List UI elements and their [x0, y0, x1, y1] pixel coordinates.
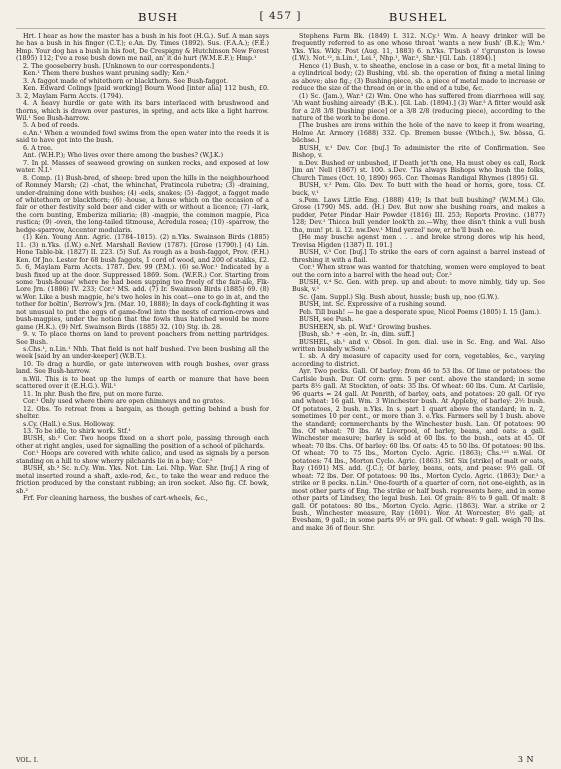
running-header [16, 10, 545, 26]
entry-paragraph: BUSHEL, sb.¹ and v. Obsol. In gen. dial. use in Sc. Eng. and Wal. Also written bushely w.Som.¹ [292, 338, 545, 354]
entry-paragraph: [Bush, sb.¹ + -een, Ir. -ín, dim. suff.] [299, 331, 415, 339]
header-right-word: BUSHEL [388, 10, 447, 24]
volume-label: VOL. I. [16, 757, 39, 764]
entry-paragraph: Sc. (Jam. Suppl.) Slg. Bush about, hussle; bush up, noo (G.W.). [299, 293, 500, 301]
entry-paragraph: 7. In pl. Masses of seaweed growing on sunken rocks, and exposed at low water. N.I.¹ [16, 159, 269, 175]
entry-paragraph: s.Pem. Laws Little Eng. (1888) 419; Is that bull bushing? (W.M.M.) Glo. Grose (1790) MS. add. (H.) Dev. But now she bushing roars, and makes a pudder, Peter Pindar Hair Powder (1816) III. 253; Reports Provinc. (1877) 128; Dev.¹ Thicca bull yender look'th zo.—Why, thee disn't think a vull bush tha, mun! pt. ii. 12. nw.Dev.¹ Mind yerzel' now, er he'll bush ee. [292, 196, 545, 234]
entry-paragraph: e.An.¹ When a wounded fowl swims from the open water into the reeds it is said to have got into the bush. [16, 129, 269, 145]
entry-paragraph: n.Dev. Bushed or unbushed, if Death jet'th one, Ha must obey es call, Rock Jim an' Nell (1867) st. 100. s.Dev. 'Tis always Bishops who bush the folks, Church Times (Oct. 10, 1890) 965. Cor. Thomas Randigal Rhymes (1895) Gl. [292, 159, 545, 182]
entry-paragraph: Hrt. I hear as how the master has a bush in his foot (H.G.). Suf. A man says he has a bush in his finger (C.T.); e.An. Dy. Times (1892). Sus. (F.A.A.); (F.E.) Hmp. Your dog has a bush in his foot, De Crespigny & Hutchinson New Forest (1895) 112; I've a rose bush down me nail, an' it do hurt (W.M.E.F.); Hmp.¹ [16, 33, 269, 63]
entry-paragraph: BUSH, v.⁴ Sc. Gen. with prep. up and about: to move nimbly, tidy up. See Busk, v.¹ [292, 278, 545, 294]
entry-paragraph: 11. In phr. Bush the fire, put on more furze. [23, 390, 164, 398]
entry-paragraph: 8. Comp. (1) Bush-bred, of sheep: bred upon the hills in the neighbourhood of Romney Marsh; (2) -chat, the whinchat, Pratincola rubetra; (3) -draining, under-draining done with bushes; (4) -eels, snakes; (5) -faggot, a faggot made of whitethorn or blackthorn; (6) -house, a house which on the occasion of a fair or other festivity sold beer and cider with or without a licence; (7) -lark, the corn bunting, Emberiza miliaria; (8) -magpie, the common magpie, Pica rustica; (9) -oven, the long-tailed titmouse, Acredula rosea; (10) -sparrow, the hedge-sparrow, Accentor modularis. [16, 174, 269, 234]
right-column [292, 33, 545, 755]
entry-paragraph: BUSH, v.¹ Dev. Cor. [buʃ.] To administer the rite of Confirmation. See Bishop, v. [292, 144, 545, 160]
entry-paragraph: n.Wil. This is to beat up the lumps of earth or manure that have been scattered over it (E.H.G.). Wil.¹ [16, 375, 269, 391]
entry-paragraph: Peb. Till bush! — he gae a desperate spue, Nicol Poems (1805) I. 15 (Jam.). [299, 308, 541, 316]
entry-paragraph: Cor.¹ Only used where there are open chimneys and no grates. [23, 398, 225, 406]
header-left-word: BUSH [138, 10, 179, 24]
entry-paragraph: Hence (1) Bush, v. to sheathe, enclose in a case or box, fit a metal lining to a cylindrical body; (2) Bushing, vbl. sb. the operation of fixing a metal lining as above; also fig.; (3) Bushing-piece, sb. a piece of metal made to increase or reduce the size of the thread on or in the end of a tube, &c. [292, 62, 545, 93]
entry-paragraph: s.Chs.¹, n.Lin.¹ Nhb. That field is not half bushed. I've been bushing all the week [said by an under-keeper] (W.B.T.). [16, 346, 269, 361]
entry-paragraph: BUSHEEN, sb. pl. Wxf.¹ Growing bushes. [299, 323, 432, 331]
entry-paragraph: 10. To drag a hurdle, or gate interwoven with rough bushes, over grass land. See Bush-harrow. [16, 360, 269, 376]
entry-paragraph: Ayr. Two pecks. Gall. Of barley: from 46 to 53 lbs. Of lime or potatoes: the Carlisle bush. Dur. Of corn: grm. 5 per cent. above the standard; in some parts 8½ gall. At Stockton, of oats: 35 lbs. Of wheat: 60 lbs. Cum. At Carlisle, 96 quarts = 24 gall. At Penrith, of barley, oats, and potatoes: 20 gall. Of rye and wheat: 16 gall. Wm. 3 Winchester bush. At Appleby, of barley: 2½ bush. Of potatoes, 2 bush. n.Yks. In s. part 1 quart above the standard; in n. 2, sometimes 10 per cent., or more than 3. e.Yks. Farmers sell by 1 bush. above the standard; cornmerchants by the Winchester bush. Lan. Of potatoes: 90 lbs. Of wheat: 70 lbs. At Liverpool, of barley, beans, and oats: a gall. Winchester measure; barley is sold at 60 lbs. to the bush., oats at 45. Of wheat: 70 lbs. Chs. Of barley: 60 lbs. Of oats: 45 to 50 lbs. Of potatoes: 90 lbs. Of wheat: 70 to 75 lbs., Morton Cyclo. Agric. (1863); Chs.¹²³ n.Wal. Of potatoes: 74 lbs., Morton Cyclo. Agric. (1863). Stf. Six [strike] of malt or oats, Ray (1691) MS. add. (J.C.); Of barley, beans, oats, and pease: 9½ gall. Of wheat: 72 lbs. Der. Of potatoes: 90 lbs., Morton Cyclo. Agric. (1863); Der.² a strike or 8 pecks. n.Lin.¹ One-fourth of a quarter of corn, not one-eighth, as in most other parts of Eng. The strike or half bush. represents here, and in some other parts of Lindsey, the legal bush. Lei. Of grain: 8½ to 9 gall. Of malt: 8 gall. Of potatoes: 80 lbs., Morton Cyclo. Agric. (1863). War. a strike or 2 bush., Winchester measure, Ray (1691). Wor. At Worcester, 8½ gall; at Evesham, 9 gall.; in some parts 9½ or 9¾ gall. Of wheat: 9 gall. weigh 70 lbs. and make 36 of flour. Shr. [292, 368, 545, 532]
entry-paragraph: BUSH, sb.² Cor. Two hoops fixed on a short pole, passing through each other at right angles, used for signalling the position of a school of pilchards. [16, 435, 269, 450]
entry-paragraph: BUSH, v.³ Cor. [buʃ.] To strike the ears of corn against a barrel instead of threshing it with a flail. [292, 249, 545, 264]
entry-paragraph: BUSH, see Push. [299, 316, 354, 324]
signature-mark: 3 N [517, 755, 534, 764]
header-rule [16, 28, 545, 29]
entry-paragraph: [The bushes are irons within the hole of the nave to keep it from wearing, Holme Ar. Armory (1688) 332. Cp. Bremen busse (Wtbch.), Sw. bössa, G. büchse.] [292, 122, 545, 145]
entry-paragraph: 4. A heavy hurdle or gate with its bars interlaced with brushwood and thorns, which is drawn over pastures, in spring, and acts like a light harrow. Wil.¹ See Bush-harrow. [16, 100, 269, 122]
entry-paragraph: 1. sb. A dry measure of capacity used for corn, vegetables, &c., varying according to district. [292, 353, 545, 368]
entry-paragraph: 13. To be idle, to shirk work. Stf.¹ [23, 428, 131, 436]
entry-paragraph: Cor.¹ Hoops are covered with white calico, and used as signals by a person standing on a hill to show wherry pilchards lie in a bay; Cor.² [16, 450, 269, 465]
entry-paragraph: Ant. (W.H.P.); Who lives over there among the bushes? (W.J.K.) [23, 152, 224, 160]
entry-paragraph: Frf. For cleaning harness, the bushes of cart-wheels, &c., [23, 495, 208, 503]
entry-paragraph: [He may busche agenst men . . . and breke strong dores wip his heed, Trevisa Higden (1387) II. 191.] [292, 234, 545, 249]
entry-paragraph: BUSH, int. Sc. Expressive of a rushing sound. [299, 301, 447, 309]
entry-paragraph: s.Cy. (Hall.) e.Sus. Holloway. [23, 420, 115, 428]
entry-paragraph: Ken.¹ Them there bushes want pruning sadly; Ken.² [23, 70, 189, 78]
entry-paragraph: BUSH, v.² Pem. Glo. Dev. To butt with the head or horns, gore, toss. Cf. buck, v.¹ [292, 182, 545, 197]
entry-paragraph: 12. Obs. To retreat from a bargain, as though getting behind a bush for shelter. [16, 405, 269, 421]
entry-paragraph: 5. A bed of reeds. [23, 122, 80, 130]
entry-paragraph: 2. The gooseberry bush. [Unknown to our correspondents.] [23, 62, 215, 70]
entry-paragraph: BUSH, sb.³ Sc. n.Cy. Wm. Yks. Not. Lin. Lei. Nhp. War. Shr. [buʃ.] A ring of metal inserted round a shaft, axle-rod, &c., to take the wear and reduce the friction produced by the constant rubbing; an iron socket. Also fig. Cf. bowk, sb.² [16, 465, 269, 495]
entry-paragraph: 3. A faggot made of whitethorn or blackthorn. See Bush-faggot. [23, 77, 229, 85]
left-column [16, 33, 269, 755]
page-number: [ 457 ] [259, 10, 302, 22]
entry-paragraph: Stephens Farm Bk. (1849) I. 312. N.Cy.¹ Wm. A heavy drinker will be frequently referred to as one whose throat 'wants a new bush' (B.K.); Wm.¹ Yks. Yks. Wkly. Post (Aug. 11, 1883) 6. n.Yks. T'bush o' t'grunston is lowse (I.W.). Not.¹², n.Lin.¹, Lei.¹, Nhp.¹, War.², Shr.¹ [Gl. Lab. (1894).] [292, 33, 545, 63]
entry-paragraph: 6. A tree. [23, 144, 53, 152]
entry-paragraph: Cor.¹ When straw was wanted for thatching, women were employed to beat out the corn into a barrel with the head out; Cor.² [292, 264, 545, 279]
entry-paragraph: 9. v. To place thorns on land to prevent poachers from netting partridges. See Bush. [16, 331, 269, 346]
entry-paragraph: Ken. Edward Colings [paid working] Bourn Wood [inter alia] 112 bush, £0. 3. 2, Maylam Farm Accts. (1794). [16, 85, 269, 100]
entry-paragraph: (1) Ken. Young Ann. Agric. (1784–1815). (2) n.Yks. Swainson Birds (1885) 11. (3) n.Yks. (I.W.) e.Nrf. Marshall Review (1787). [Grose (1790).] (4) Lin. Hone Table-bk. (1827) II. 223. (5) Suf. As rough as a bush-faggot, Prov. (F.H.) Ken. Of Jno. Lester for 68 bush faggots, 1 cord of wood, and 200 of stakks, £2. 5. 6, Maylam Farm Accts. 1787. Dev. 99 (P.M.). (6) se.Wor.¹ Indicated by a bush fixed up at the door. Suppressed 1869. Som. (W.F.R.) Cor. Starting from some 'bush-house' where he had been supping too freely of the fair-ale, Flk-Lore Jrn. (1886) IV. 233; Cor.² MS. add. (7) Ir. Swainson Birds (1885) 69. (8) w.Wor. Like a bush magpie, he's two holes in his coat—one to go in at, and the tother for boltin', Berrow's Jrn. (Mar. 10, 1888); In days of cock-fighting it was not unusual to put the eggs of game-fowl into the nests of carrion-crows and bush-magpies, under the notion that the fowls thus hatched would be more game (H.K.). (9) Nrf. Swainson Birds (1885) 32. (10) Stg. ib. 28. [16, 234, 269, 331]
entry-paragraph: (1) Sc. (Jam.), War.³ (2) Wm. One who has suffered from diarrhoea will say, 'Ah want bushing aiready' (B.K.). [Gl. Lab. (1894).] (3) War.³ A fitter would ask for a 2/8 3/8 [bushing piece] or a 3/8 2/8 (reducing piece), according to the nature of the work to be done. [292, 92, 545, 122]
